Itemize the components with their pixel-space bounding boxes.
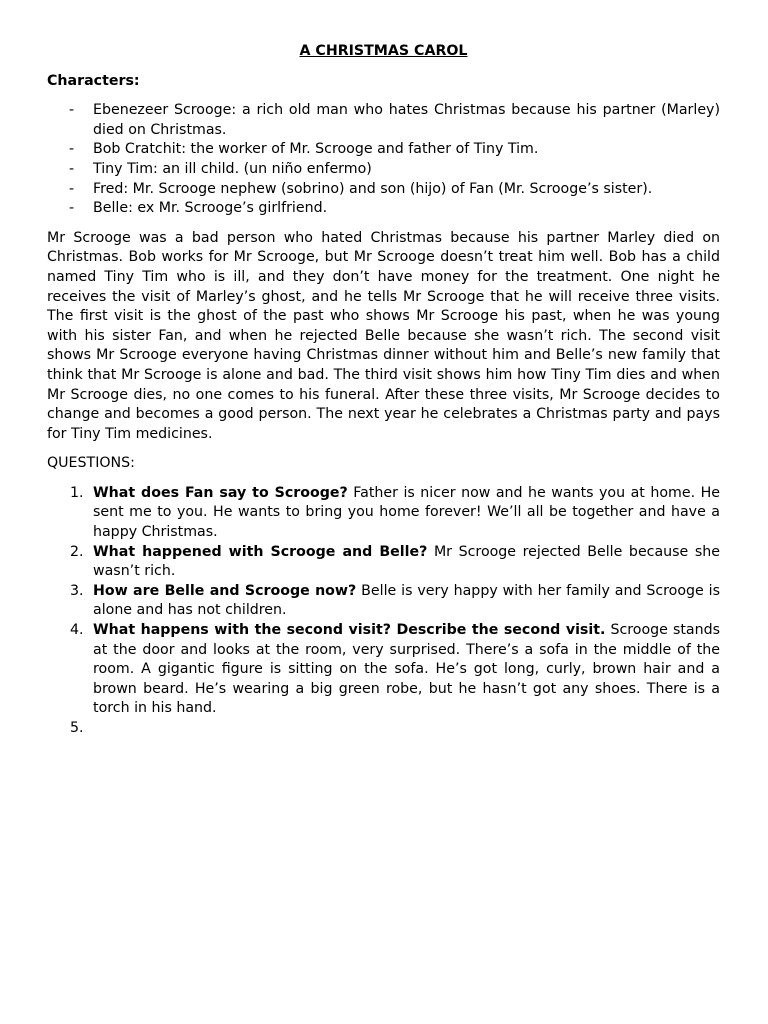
question-number: 1. bbox=[70, 484, 84, 501]
list-dash: - bbox=[69, 200, 75, 217]
characters-heading: Characters: bbox=[47, 72, 140, 89]
character-item bbox=[47, 140, 720, 160]
questions-label: QUESTIONS: bbox=[47, 455, 135, 472]
question-item bbox=[47, 484, 720, 543]
answer-text: Belle is very happy with her family and Scrooge is alone and has not children. bbox=[93, 582, 721, 619]
character-item bbox=[47, 199, 720, 219]
answer-text: Scrooge stands at the door and looks at the room, very surprised. There’s a sofa in the middle of the room. A gigantic figure is sitting on the sofa. He’s got long, curly, brown hair and a brown beard. He’s wearing a big green robe, but he hasn’t got any shoes. There is a torch in his hand. bbox=[93, 622, 720, 717]
question-text: What happens with the second visit? Describe the second visit. bbox=[93, 622, 606, 639]
character-text: Ebenezeer Scrooge: a rich old man who hates Christmas because his partner (Marley) died on Christmas. bbox=[93, 102, 720, 138]
list-dash: - bbox=[69, 160, 75, 177]
question-text: What happened with Scrooge and Belle? bbox=[93, 543, 428, 560]
answer-text: Mr Scrooge rejected Belle because she wasn’t rich. bbox=[93, 543, 720, 580]
character-item bbox=[47, 160, 720, 180]
question-number: 3. bbox=[70, 582, 84, 599]
summary-paragraph: Mr Scrooge was a bad person who hated Christmas because his partner Marley died on Christmas. Bob works for Mr Scrooge, but Mr Scrooge doesn’t treat him well. Bob has a child named Tiny Tim who is ill, and they don’t have money for the treatment. One night he receives the visit of Marley’s ghost, and he tells Mr Scrooge that he will receive three visits. The first visit is the ghost of the past who shows Mr Scrooge his past, when he was young with his sister Fan, and when he rejected Belle because she wasn’t rich. The second visit shows Mr Scrooge everyone having Christmas dinner without him and Belle’s new family that think that Mr Scrooge is alone and bad. The third visit shows him how Tiny Tim dies and when Mr Scrooge dies, no one comes to his funeral. After these three visits, Mr Scrooge decides to change and becomes a good person. The next year he celebrates a Christmas party and pays for Tiny Tim medicines. bbox=[47, 229, 720, 442]
characters-list bbox=[47, 101, 720, 219]
question-number: 4. bbox=[70, 622, 84, 639]
character-text: Tiny Tim: an ill child. (un niño enfermo) bbox=[93, 160, 372, 177]
question-item bbox=[47, 582, 720, 621]
question-item bbox=[47, 621, 720, 719]
answer-text: Father is nicer now and he wants you at home. He sent me to you. He wants to bring you home forever! We’ll all be together and have a happy Christmas. bbox=[93, 484, 720, 541]
character-item bbox=[47, 180, 720, 200]
character-text: Belle: ex Mr. Scrooge’s girlfriend. bbox=[93, 200, 328, 217]
question-text: What does Fan say to Scrooge? bbox=[93, 484, 348, 501]
list-dash: - bbox=[69, 102, 75, 119]
question-item bbox=[47, 543, 720, 582]
list-dash: - bbox=[69, 141, 75, 158]
character-item bbox=[47, 101, 720, 140]
question-text: How are Belle and Scrooge now? bbox=[93, 582, 357, 599]
question-number: 5. bbox=[70, 720, 84, 736]
character-text: Bob Cratchit: the worker of Mr. Scrooge and father of Tiny Tim. bbox=[93, 141, 539, 158]
question-number: 2. bbox=[70, 543, 84, 560]
questions-list bbox=[47, 484, 721, 736]
list-dash: - bbox=[69, 180, 75, 197]
document-title: A CHRISTMAS CAROL bbox=[299, 43, 468, 59]
character-text: Fred: Mr. Scrooge nephew (sobrino) and son (hijo) of Fan (Mr. Scrooge’s sister). bbox=[93, 180, 653, 197]
